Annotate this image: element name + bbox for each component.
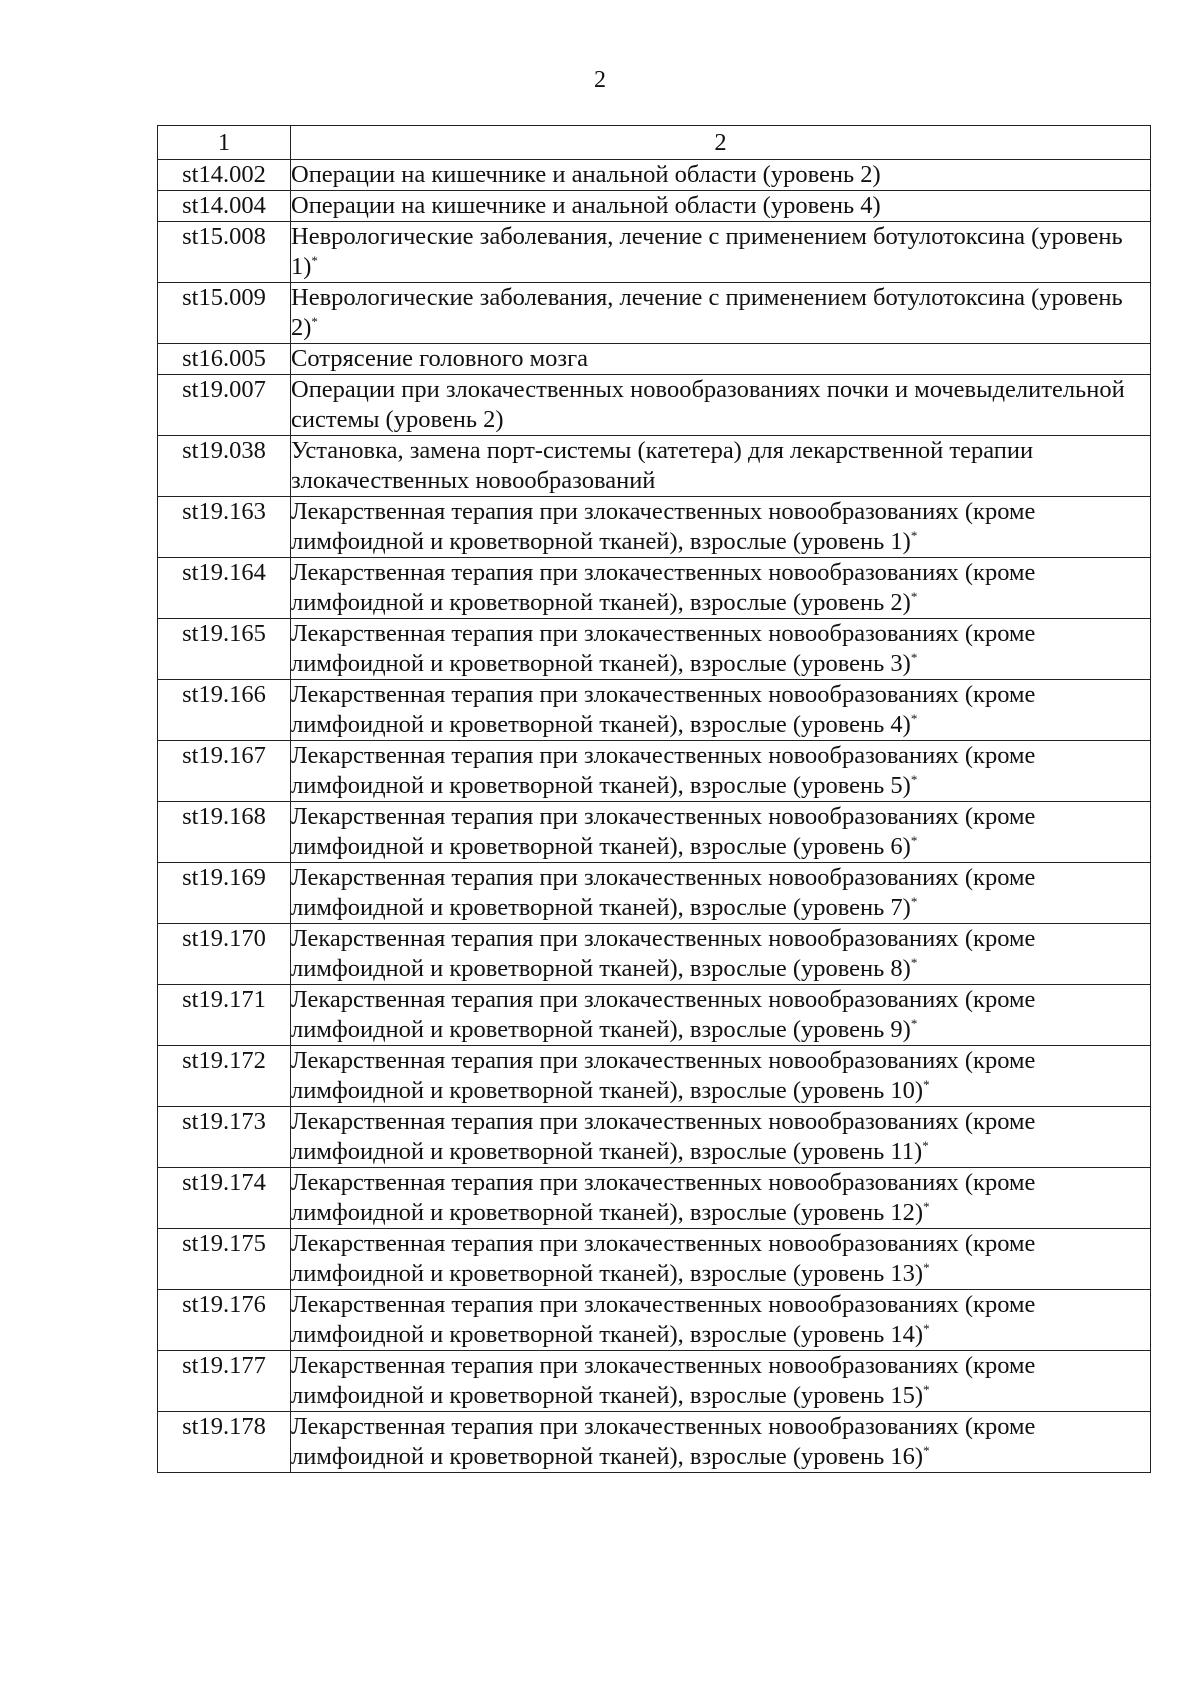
row-name: Операции на кишечнике и анальной области (уровень 4) (291, 192, 881, 219)
table-row (158, 802, 1151, 863)
footnote-mark: * (910, 588, 918, 604)
table-row (158, 497, 1151, 558)
page-number: 2 (594, 67, 606, 93)
table-row (158, 436, 1151, 497)
row-code: st19.171 (158, 985, 291, 1046)
footnote-mark: * (923, 1442, 930, 1458)
row-name-cell (291, 1168, 1151, 1229)
row-name-cell (291, 191, 1151, 222)
table-row (158, 1168, 1151, 1229)
footnote-mark: * (910, 649, 918, 665)
row-name-cell (291, 741, 1151, 802)
row-name-cell (291, 283, 1151, 344)
table-row (158, 1412, 1151, 1473)
footnote-mark: * (910, 832, 918, 848)
table-row (158, 1107, 1151, 1168)
table-row (158, 1351, 1151, 1412)
footnote-mark: * (311, 313, 318, 329)
row-name: Неврологические заболевания, лечение с применением ботулотоксина (уровень 1) (291, 223, 1123, 280)
row-name: Лекарственная терапия при злокачественных новообразованиях (кроме лимфоидной и кроветворной тканей), взрослые (уровень 15) (291, 1352, 1036, 1409)
footnote-mark: * (923, 1198, 930, 1214)
row-code: st19.166 (158, 680, 291, 741)
row-name-cell (291, 222, 1151, 283)
row-code: st16.005 (158, 344, 291, 375)
row-code: st14.002 (158, 160, 291, 191)
row-code: st19.038 (158, 436, 291, 497)
row-name-cell (291, 1290, 1151, 1351)
table-row (158, 375, 1151, 436)
table-row (158, 619, 1151, 680)
row-name-cell (291, 1412, 1151, 1473)
row-code: st19.177 (158, 1351, 291, 1412)
row-name-cell (291, 619, 1151, 680)
row-code: st19.178 (158, 1412, 291, 1473)
row-name: Лекарственная терапия при злокачественных новообразованиях (кроме лимфоидной и кроветворной тканей), взрослые (уровень 3) (291, 620, 1036, 677)
table-row (158, 985, 1151, 1046)
row-name: Установка, замена порт-системы (катетера) для лекарственной терапии злокачественных новообразований (291, 437, 1034, 494)
row-name: Лекарственная терапия при злокачественных новообразованиях (кроме лимфоидной и кроветворной тканей), взрослые (уровень 6) (291, 803, 1036, 860)
row-name: Лекарственная терапия при злокачественных новообразованиях (кроме лимфоидной и кроветворной тканей), взрослые (уровень 4) (291, 681, 1036, 738)
table-header (158, 126, 1151, 160)
table-row (158, 924, 1151, 985)
row-name: Неврологические заболевания, лечение с применением ботулотоксина (уровень 2) (291, 284, 1123, 341)
row-name: Сотрясение головного мозга (291, 345, 589, 372)
row-name-cell (291, 1229, 1151, 1290)
row-name-cell (291, 497, 1151, 558)
row-code: st14.004 (158, 191, 291, 222)
footnote-mark: * (910, 771, 918, 787)
footnote-mark: * (910, 893, 918, 909)
row-code: st15.009 (158, 283, 291, 344)
row-name-cell (291, 680, 1151, 741)
table-row (158, 160, 1151, 191)
row-name: Операции на кишечнике и анальной области (уровень 2) (291, 161, 881, 188)
footnote-mark: * (910, 1015, 918, 1031)
table-body (158, 160, 1151, 1473)
table-header-row (158, 126, 1151, 160)
footnote-mark: * (923, 1076, 930, 1092)
footnote-mark: * (311, 252, 318, 268)
table-row (158, 863, 1151, 924)
row-name-cell (291, 863, 1151, 924)
table-row (158, 1290, 1151, 1351)
row-code: st19.174 (158, 1168, 291, 1229)
row-name-cell (291, 160, 1151, 191)
row-name: Лекарственная терапия при злокачественных новообразованиях (кроме лимфоидной и кроветворной тканей), взрослые (уровень 9) (291, 986, 1036, 1043)
row-name: Операции при злокачественных новообразованиях почки и мочевыделительной системы (уровень 2) (291, 376, 1125, 433)
table-row (158, 558, 1151, 619)
row-name-cell (291, 1351, 1151, 1412)
row-name-cell (291, 344, 1151, 375)
row-name-cell (291, 985, 1151, 1046)
row-code: st19.173 (158, 1107, 291, 1168)
row-name: Лекарственная терапия при злокачественных новообразованиях (кроме лимфоидной и кроветворной тканей), взрослые (уровень 1) (291, 498, 1036, 555)
row-name: Лекарственная терапия при злокачественных новообразованиях (кроме лимфоидной и кроветворной тканей), взрослые (уровень 2) (291, 559, 1036, 616)
row-code: st19.175 (158, 1229, 291, 1290)
footnote-mark: * (922, 1137, 929, 1153)
codes-table (157, 125, 1151, 1473)
table-row (158, 680, 1151, 741)
footnote-mark: * (923, 1320, 930, 1336)
row-code: st19.165 (158, 619, 291, 680)
row-name: Лекарственная терапия при злокачественных новообразованиях (кроме лимфоидной и кроветворной тканей), взрослые (уровень 16) (291, 1413, 1036, 1470)
footnote-mark: * (923, 1259, 930, 1275)
row-name: Лекарственная терапия при злокачественных новообразованиях (кроме лимфоидной и кроветворной тканей), взрослые (уровень 5) (291, 742, 1036, 799)
table-row (158, 741, 1151, 802)
footnote-mark: * (910, 954, 918, 970)
row-code: st19.169 (158, 863, 291, 924)
row-code: st19.163 (158, 497, 291, 558)
row-code: st19.164 (158, 558, 291, 619)
table-row (158, 1046, 1151, 1107)
row-name: Лекарственная терапия при злокачественных новообразованиях (кроме лимфоидной и кроветворной тканей), взрослые (уровень 11) (291, 1108, 1036, 1165)
row-name-cell (291, 558, 1151, 619)
row-name-cell (291, 436, 1151, 497)
table-row (158, 191, 1151, 222)
row-name: Лекарственная терапия при злокачественных новообразованиях (кроме лимфоидной и кроветворной тканей), взрослые (уровень 7) (291, 864, 1036, 921)
row-name: Лекарственная терапия при злокачественных новообразованиях (кроме лимфоидной и кроветворной тканей), взрослые (уровень 8) (291, 925, 1036, 982)
footnote-mark: * (910, 527, 918, 543)
row-name-cell (291, 1046, 1151, 1107)
row-name: Лекарственная терапия при злокачественных новообразованиях (кроме лимфоидной и кроветворной тканей), взрослые (уровень 12) (291, 1169, 1036, 1226)
footnote-mark: * (910, 710, 918, 726)
table-row (158, 344, 1151, 375)
row-name-cell (291, 1107, 1151, 1168)
row-code: st19.167 (158, 741, 291, 802)
row-name: Лекарственная терапия при злокачественных новообразованиях (кроме лимфоидной и кроветворной тканей), взрослые (уровень 14) (291, 1291, 1036, 1348)
row-name: Лекарственная терапия при злокачественных новообразованиях (кроме лимфоидной и кроветворной тканей), взрослые (уровень 10) (291, 1047, 1036, 1104)
row-code: st19.007 (158, 375, 291, 436)
row-name-cell (291, 802, 1151, 863)
footnote-mark: * (923, 1381, 930, 1397)
table-row (158, 222, 1151, 283)
column-header-2: 2 (291, 126, 1151, 160)
row-name-cell (291, 924, 1151, 985)
row-name-cell (291, 375, 1151, 436)
row-code: st19.176 (158, 1290, 291, 1351)
table-row (158, 1229, 1151, 1290)
row-code: st19.170 (158, 924, 291, 985)
row-code: st15.008 (158, 222, 291, 283)
row-code: st19.172 (158, 1046, 291, 1107)
table-row (158, 283, 1151, 344)
column-header-1: 1 (158, 126, 291, 160)
row-code: st19.168 (158, 802, 291, 863)
row-name: Лекарственная терапия при злокачественных новообразованиях (кроме лимфоидной и кроветворной тканей), взрослые (уровень 13) (291, 1230, 1036, 1287)
